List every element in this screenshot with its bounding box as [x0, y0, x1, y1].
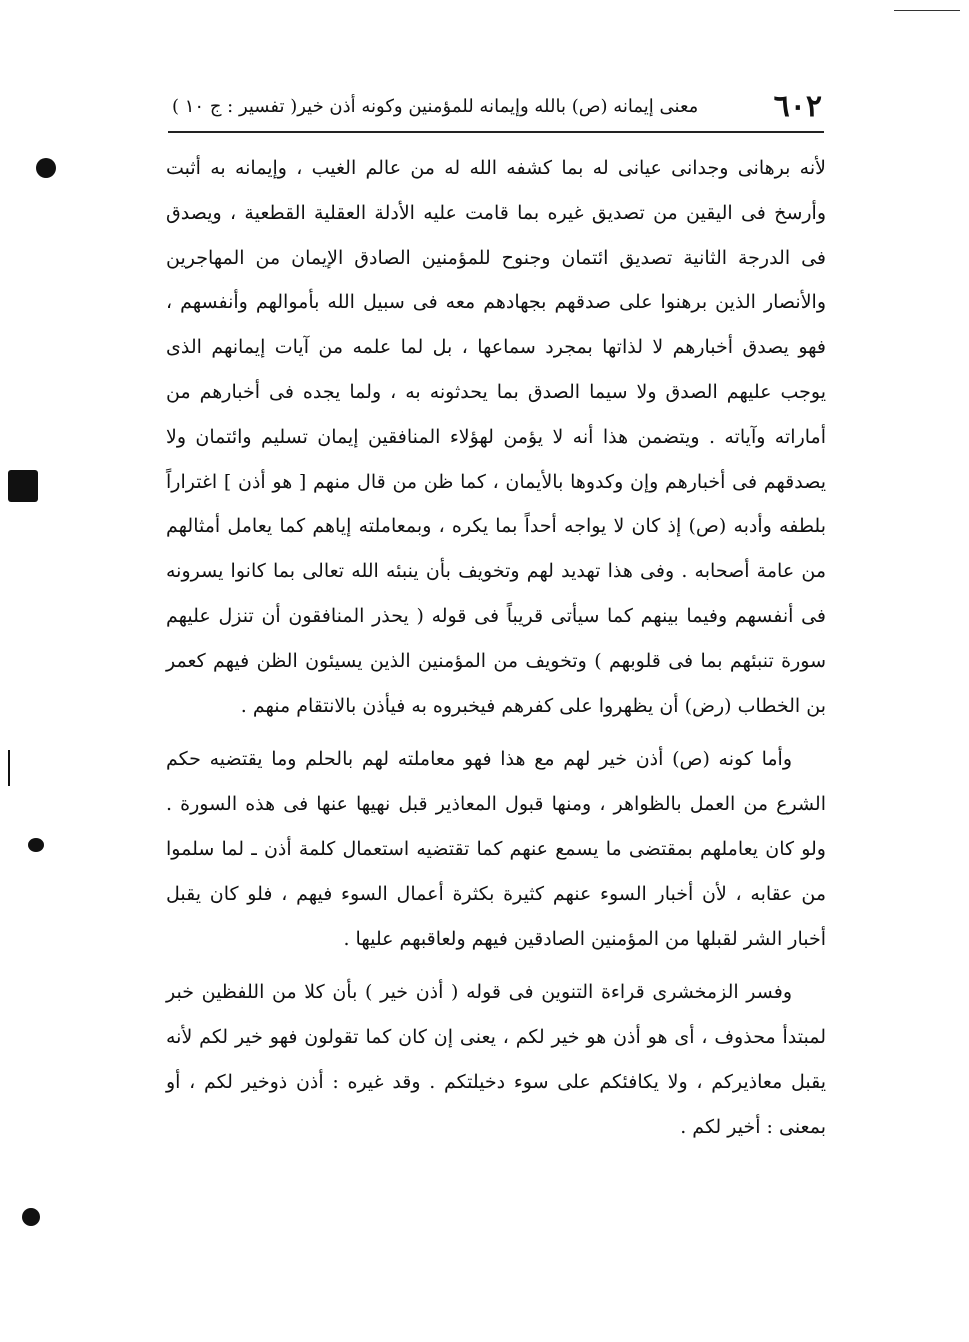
- paragraph-1: لأنه برهانى وجدانى عيانى له بما كشفه الله له من عالم الغيب ، وإيمانه به أثبت وأرسخ فى اليقين من تصديق غيره بما قامت عليه الأدلة العقلية القطعية ، ويصدق فى الدرجة الثانية تصديق ائتمان وجنوح للمؤمنين الصادق الإيمان من المهاجرين والأنصار الذين برهنوا على صدقهم بجهادهم معه فى سبيل الله بأموالهم وأنفسهم ، فهو يصدق أخبارهم لا لذاتها بمجرد سماعها ، بل لما علمه من آيات إيمانهم الذى يوجب عليهم الصدق ولا سيما الصدق بما يحدثونه به ، ولما يجده فى أخبارهم من أماراته وآياته . ويتضمن هذا أنه لا يؤمن لهؤلاء المنافقين إيمان تسليم وائتمان ولا يصدقهم فى أخبارهم وإن وكدوها بالأيمان ، كما ظن من قال منهم [ هو أذن ] اغتراراً بلطفه وأدبه (ص) إذ كان لا يواجه أحداً بما يكره ، وبمعاملته إياهم كما يعامل أمثالهم من عامة أصحابه . وفى هذا تهديد لهم وتخويف بأن ينبئه الله تعالى بما كانوا يسرونه فى أنفسهم وفيما بينهم كما سيأتى قريباً فى قوله ( يحذر المنافقون أن تنزل عليهم سورة تنبئهم بما فى قلوبهم ) وتخويف من المؤمنين الذين يسيئون الظن فيهم كعمر بن الخطاب (رض) أن يظهروا على كفرهم فيخبروه به فيأذن بالانتقام منهم .: [166, 157, 826, 717]
- margin-line-mark: [8, 750, 10, 786]
- binder-hole-mark: [28, 838, 44, 852]
- header-rule: [168, 131, 824, 133]
- paragraph-3: وفسر الزمخشرى قراءة التنوين فى قوله ( أذن خير ) بأن كلا من اللفظين خبر لمبتدأ محذوف ، أى هو أذن هو خير لكم ، يعنى إن كان كما تقولون فهو خير لكم لأنه يقبل معاذيركم ، ولا يكافئكم على سوء دخيلتكم . وقد غيره : أذن ذوخير لكم ، أو بمعنى : أخير لكم .: [166, 981, 826, 1138]
- binder-hole-mark: [36, 158, 56, 178]
- paragraph-2: وأما كونه (ص) أذن خير لهم مع هذا فهو معاملته لهم بالحلم وما يقتضيه حكم الشرع من العمل بالظواهر ، ومنها قبول المعاذير قبل نهيها عنها فى هذه السورة . ولو كان يعاملهم بمقتضى ما يسمع عنهم كما تقتضيه استعمال كلمة أذن ـ لما سلموا من عقابه ، لأن أخبار السوء عنهم كثيرة بكثرة أعمال السوء فيهم ، فلو كان يقبل أخبار الشر لقبلها من المؤمنين الصادقين فيهم ولعاقبهم عليها .: [166, 748, 826, 950]
- top-corner-rule: [894, 10, 960, 11]
- body-text: [166, 146, 826, 1150]
- binder-hole-mark: [8, 470, 38, 502]
- page-header: [172, 84, 822, 128]
- page-number: ٦٠٢: [773, 88, 822, 124]
- running-title: معنى إيمانه (ص) بالله وإيمانه للمؤمنين وكونه أذن خير( تفسير : ج ١٠ ): [172, 95, 699, 117]
- binder-hole-mark: [22, 1208, 40, 1226]
